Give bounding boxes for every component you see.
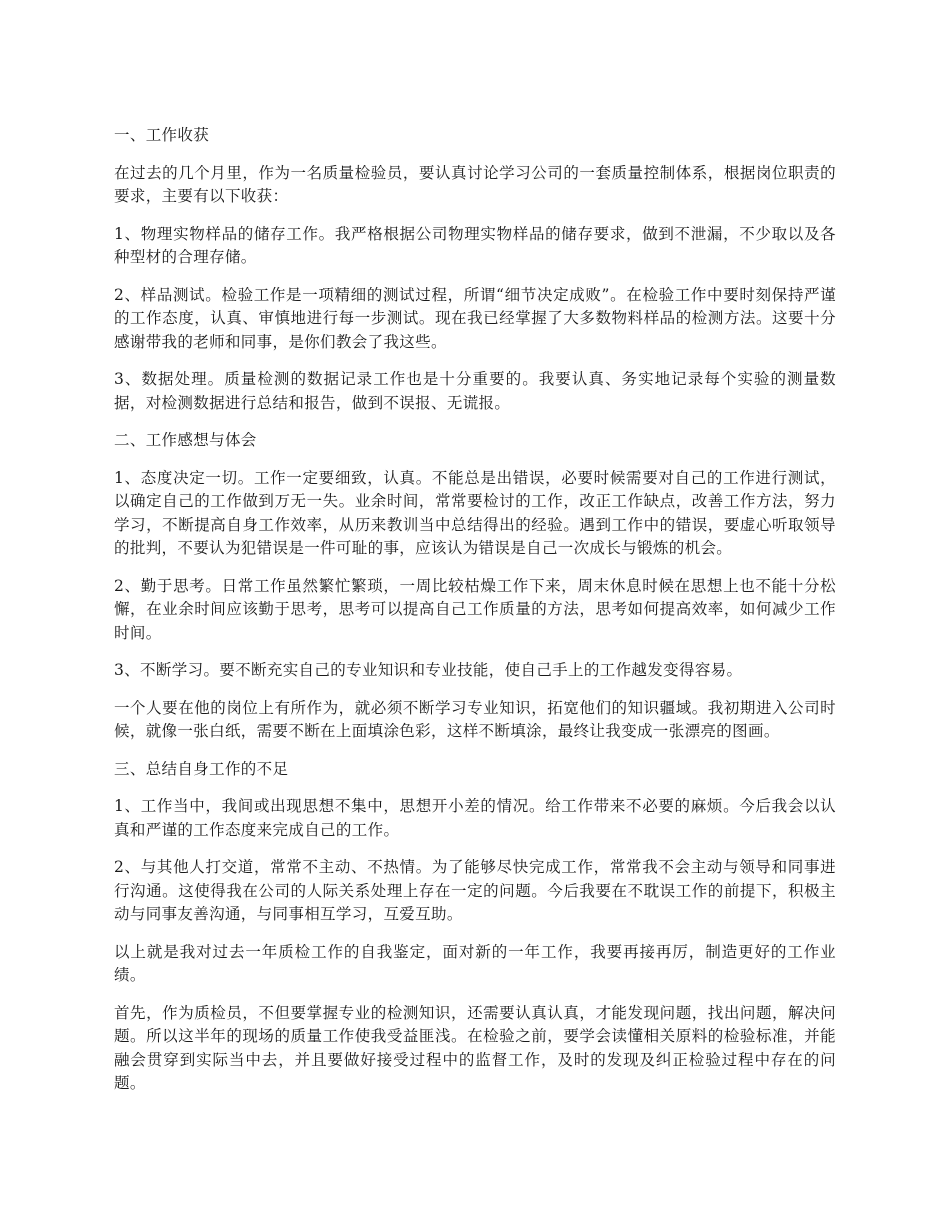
reflection-item-thinking: 2、勤于思考。日常工作虽然繁忙繁琐，一周比较枯燥工作下来，周末休息时候在思想上也不能十分松懈，在业余时间应该勤于思考，思考可以提高自己工作质量的方法，思考如何提高效率，如何减少工作时间。 <box>114 576 836 642</box>
summary-paragraph: 以上就是我对过去一年质检工作的自我鉴定，面对新的一年工作，我要再接再厉，制造更好的工作业绩。 <box>114 942 836 984</box>
intro-paragraph: 在过去的几个月里，作为一名质量检验员，要认真讨论学习公司的一套质量控制体系，根据岗位职责的要求，主要有以下收获： <box>114 163 836 205</box>
section-heading-shortcomings: 三、总结自身工作的不足 <box>114 759 289 778</box>
gain-item-data-processing: 3、数据处理。质量检测的数据记录工作也是十分重要的。我要认真、务实地记录每个实验的测量数据，对检测数据进行总结和报告，做到不误报、无谎报。 <box>114 370 836 412</box>
section-heading-reflections: 二、工作感想与体会 <box>114 431 257 449</box>
reflection-item-learning: 3、不断学习。要不断充实自己的专业知识和专业技能，使自己手上的工作越发变得容易。 <box>114 661 743 679</box>
shortcoming-item-communication: 2、与其他人打交道，常常不主动、不热情。为了能够尽快完成工作，常常我不会主动与领导和同事进行沟通。这使得我在公司的人际关系处理上存在一定的问题。今后我要在不耽误工作的前提下，积极主动与同事友善沟通，与同事相互学习，互爱互助。 <box>114 858 836 923</box>
gain-item-sample-testing: 2、样品测试。检验工作是一项精细的测试过程，所谓“细节决定成败”。在检验工作中要时刻保持严谨的工作态度，认真、审慎地进行每一步测试。现在我已经掌握了大多数物料样品的检测方法。这要十分感谢带我的老师和同事，是你们教会了我这些。 <box>114 285 836 351</box>
closing-paragraph: 首先，作为质检员，不但要掌握专业的检测知识，还需要认真认真，才能发现问题，找出问题，解决问题。所以这半年的现场的质量工作使我受益匪浅。在检验之前，要学会读懂相关原料的检验标准，并能融会贯穿到实际当中去，并且要做好接受过程中的监督工作，及时的发现及纠正检验过程中存在的问题。 <box>114 1003 836 1092</box>
section-heading-work-gains: 一、工作收获 <box>114 126 210 144</box>
reflection-paragraph-growth: 一个人要在他的岗位上有所作为，就必须不断学习专业知识，拓宽他们的知识疆域。我初期进入公司时候，就像一张白纸，需要不断在上面填涂色彩，这样不断填涂，最终让我变成一张漂亮的图画。 <box>114 698 836 740</box>
reflection-item-attitude: 1、态度决定一切。工作一定要细致，认真。不能总是出错误，必要时候需要对自己的工作进行测试，以确定自己的工作做到万无一失。业余时间，常常要检讨的工作，改正工作缺点，改善工作方法，努力学习，不断提高自身工作效率，从历来教训当中总结得出的经验。遇到工作中的错误，要虚心听取领导的批判，不要认为犯错误是一件可耻的事，应该认为错误是自己一次成长与锻炼的机会。 <box>114 468 836 557</box>
gain-item-sample-storage: 1、物理实物样品的储存工作。我严格根据公司物理实物样品的储存要求，做到不泄漏，不少取以及各种型材的合理存储。 <box>114 224 836 266</box>
shortcoming-item-focus: 1、工作当中，我间或出现思想不集中，思想开小差的情况。给工作带来不必要的麻烦。今后我会以认真和严谨的工作态度来完成自己的工作。 <box>114 797 836 839</box>
